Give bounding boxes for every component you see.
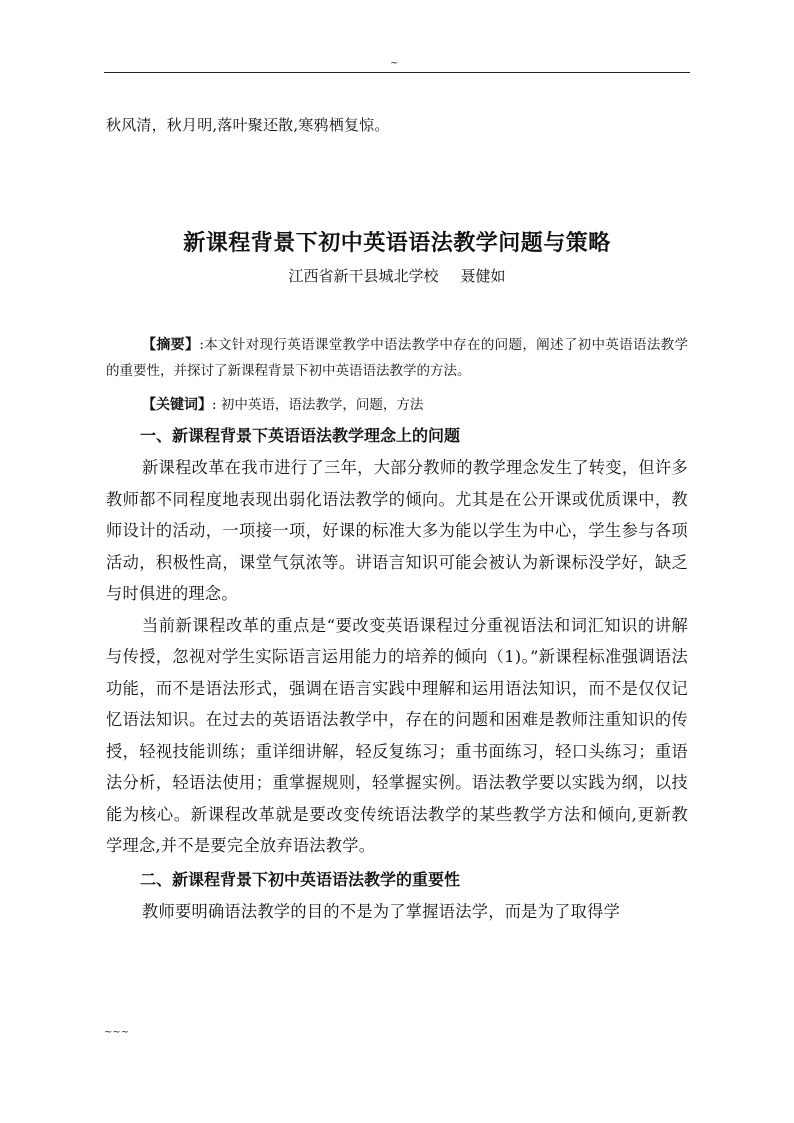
keywords-text: : 初中英语，语法教学，问题，方法 (212, 397, 424, 413)
article-title: 新课程背景下初中英语语法教学问题与策略 (183, 230, 611, 256)
keywords-label: 【关键词】 (142, 397, 212, 413)
abstract-text: :本文针对现行英语课堂教学中语法教学中存在的问题，阐述了初中英语语法教学的重要性，并探讨了新课程背景下初中英语语法教学的方法。 (106, 337, 688, 379)
footer-mark: ~~~ (104, 1027, 130, 1038)
section-heading-2: 二、新课程背景下初中英语语法教学的重要性 (140, 869, 461, 889)
author-school: 江西省新干县城北学校 (288, 267, 439, 285)
paragraph: 新课程改革在我市进行了三年，大部分教师的教学理念发生了转变，但许多教师都不同程度地表现出弱化语法教学的倾向。尤其是在公开课或优质课中，教师设计的活动，一项接一项，好课的标准大多为能以学生为中心，学生参与各项活动，积极性高，课堂气氛浓等。讲语言知识可能会被认为新课标没学好，缺乏与时俱进的理念。 (106, 458, 688, 603)
section-heading-1: 一、新课程背景下英语语法教学理念上的问题 (140, 426, 461, 445)
byline (0, 265, 794, 286)
keywords (106, 392, 688, 418)
article-body (106, 332, 688, 927)
epigraph-poem: 秋风清，秋月明,落叶聚还散,寒鸦栖复惊。 (106, 116, 390, 134)
author-name: 聂健如 (460, 267, 506, 285)
paragraph: 教师要明确语法教学的目的不是为了掌握语法学，而是为了取得学 (142, 901, 621, 921)
header-rule (104, 72, 690, 73)
paragraph: 当前新课程改革的重点是“要改变英语课程过分重视语法和词汇知识的讲解与传授，忽视对学生实际语言运用能力的培养的倾向（1)。”新课程标准强调语法功能，而不是语法形式，强调在语言实践中理解和运用语法知识，而不是仅仅记忆语法知识。在过去的英语语法教学中，存在的问题和困难是教师注重知识的传授，轻视技能训练；重详细讲解，轻反复练习；重书面练习，轻口头练习；重语法分析，轻语法使用；重掌握规则，轻掌握实例。语法教学要以实践为纲，以技能为核心。新课程改革就是要改变传统语法教学的某些教学方法和倾向,更新教学理念,并不是要完全放弃语法教学。 (106, 615, 688, 855)
abstract (106, 332, 688, 384)
abstract-label: 【摘要】 (142, 337, 200, 353)
header-mark: ~ (390, 58, 399, 69)
